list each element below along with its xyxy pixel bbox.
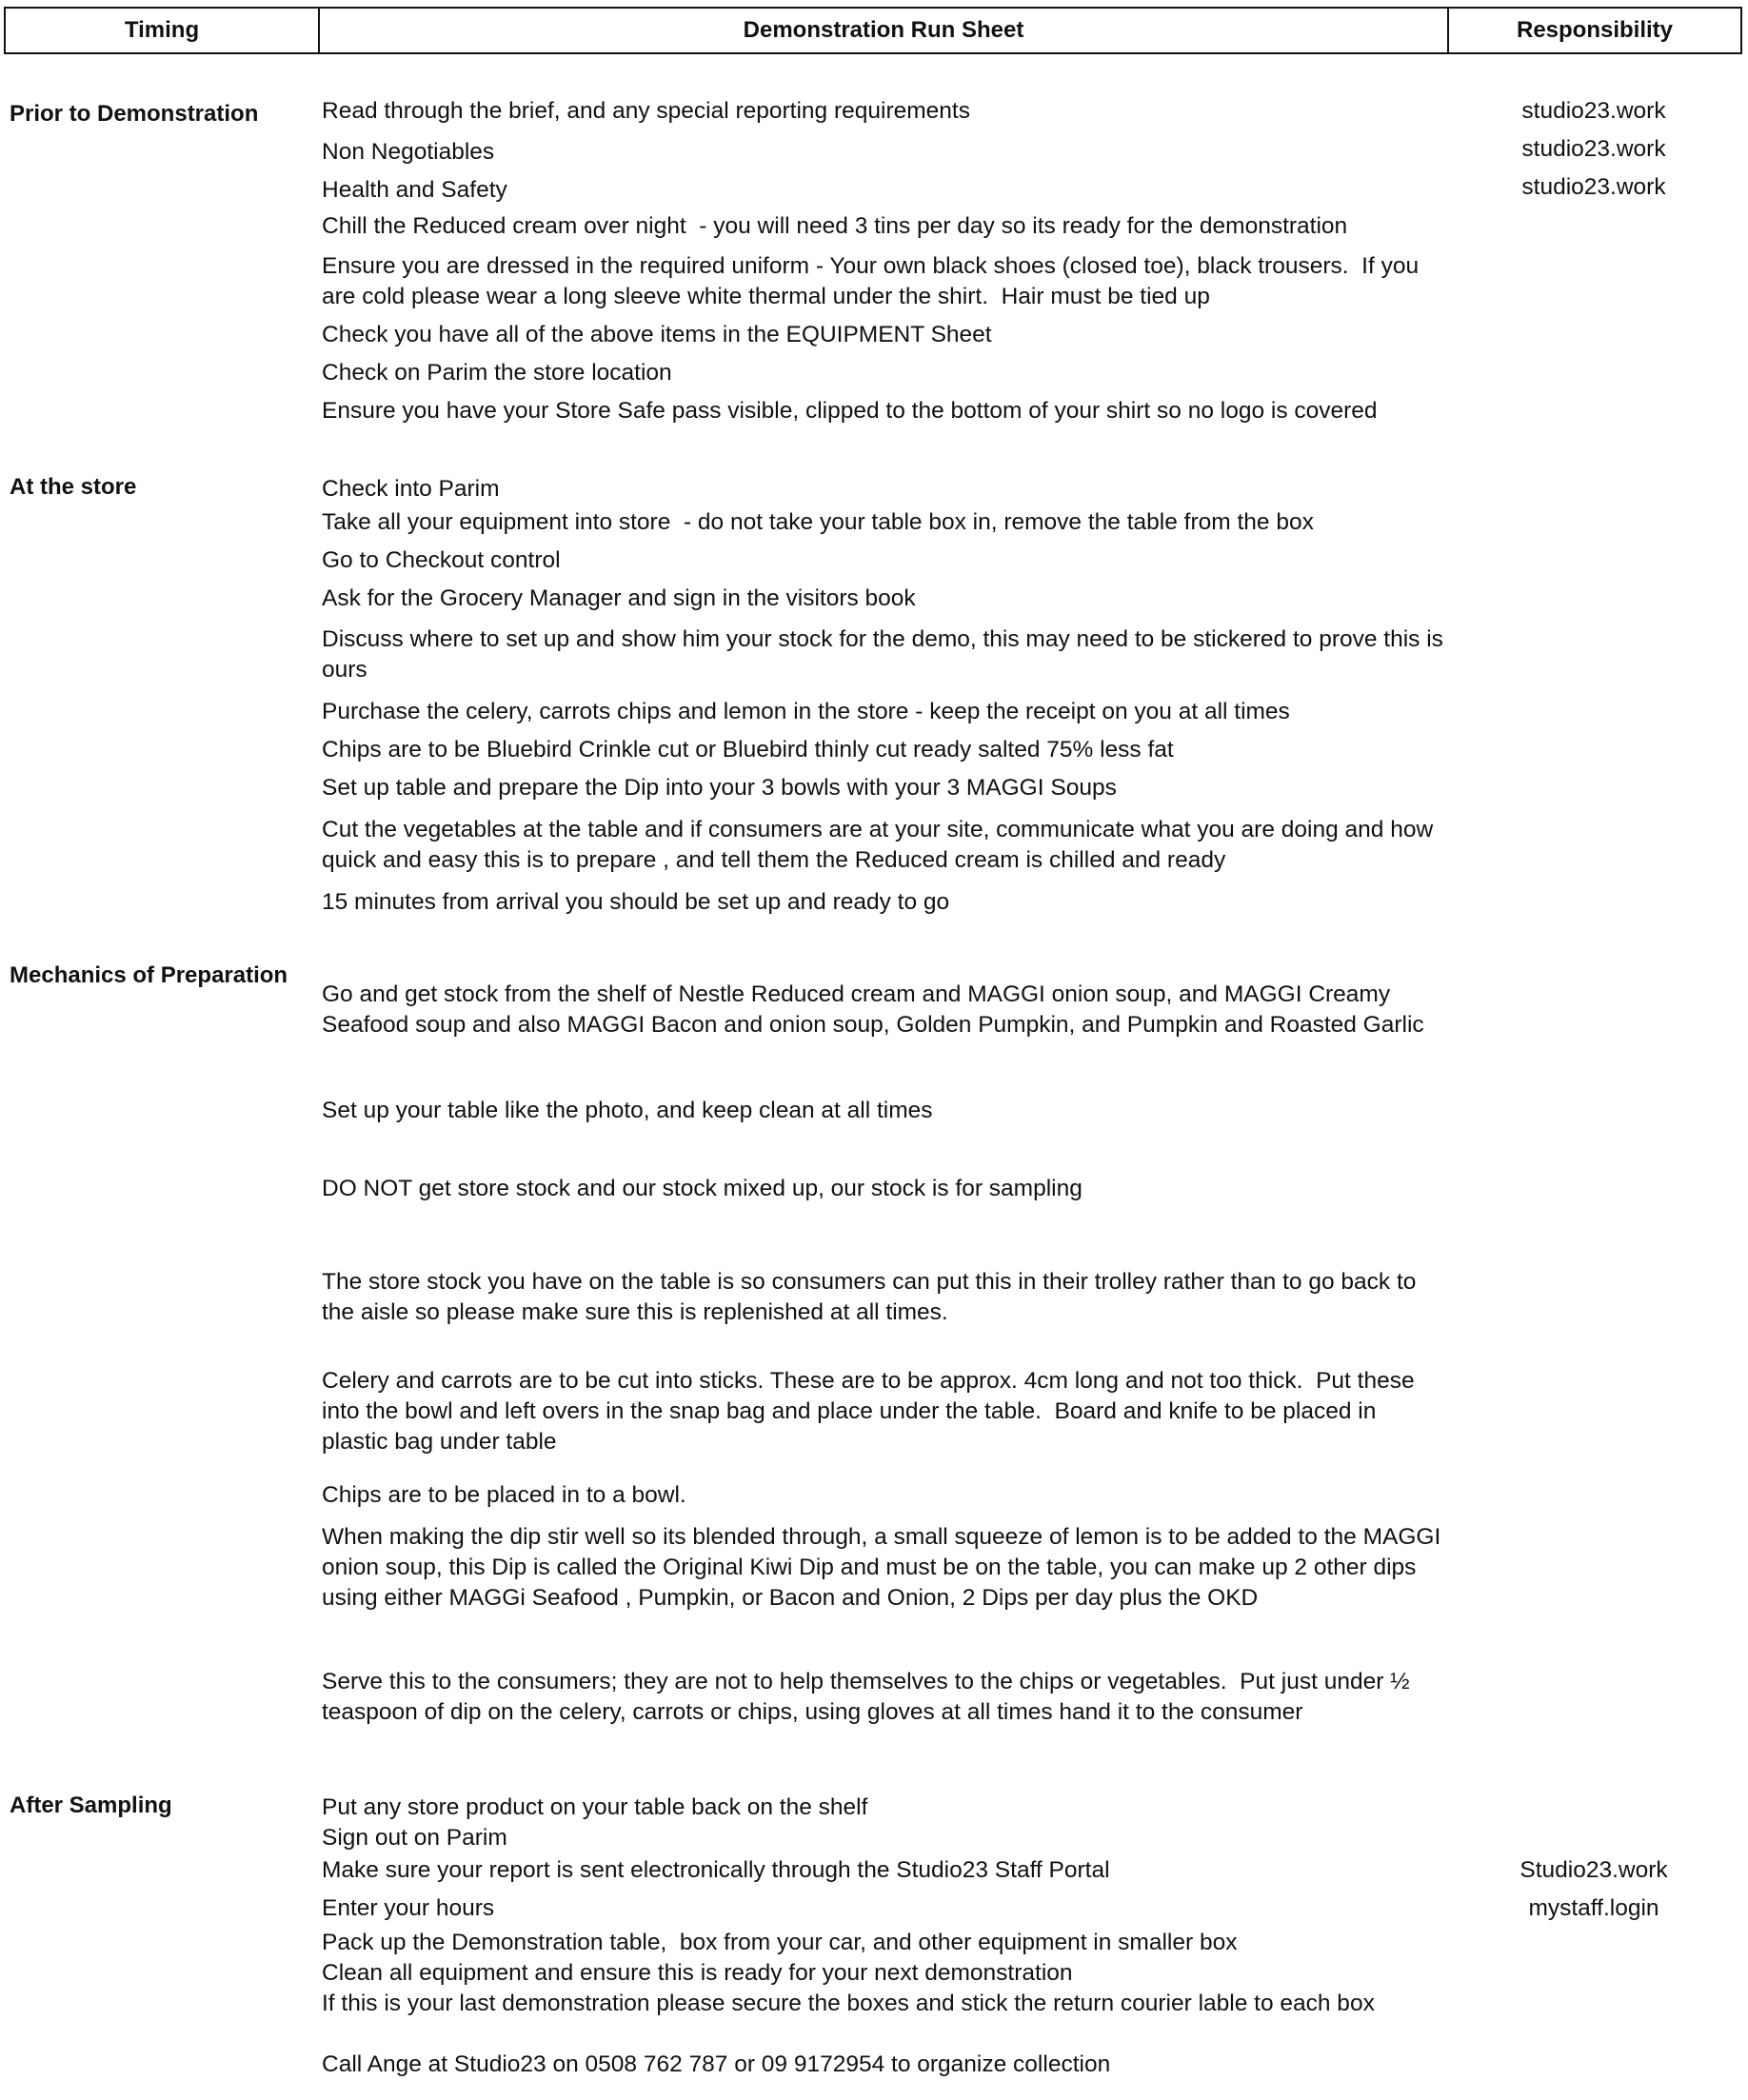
list-item: Discuss where to set up and show him your stock for the demo, this may need to be stickered to prove this is ours [322, 626, 1450, 683]
responsibility-value: studio23.work [1521, 98, 1666, 124]
list-item: Take all your equipment into store - do not take your table box in, remove the table from the box [322, 509, 1314, 535]
list-item: If this is your last demonstration please secure the boxes and stick the return courier lable to each box [322, 1991, 1375, 2016]
section-title: Mechanics of Preparation [10, 962, 288, 988]
list-item: Non Negotiables [322, 139, 495, 165]
list-item: Check you have all of the above items in the EQUIPMENT Sheet [322, 322, 992, 347]
header-responsibility: Responsibility [1516, 17, 1674, 43]
list-item: 15 minutes from arrival you should be set up and ready to go [322, 889, 950, 915]
responsibility-value: studio23.work [1521, 174, 1666, 200]
list-item: The store stock you have on the table is so consumers can put this in their trolley rather than to go back to the aisle so please make sure this is replenished at all times. [322, 1269, 1423, 1325]
list-item: Purchase the celery, carrots chips and lemon in the store - keep the receipt on you at all times [322, 699, 1290, 724]
list-item: Sign out on Parim [322, 1825, 507, 1851]
list-item: Health and Safety [322, 177, 507, 203]
list-item: Chill the Reduced cream over night - you will need 3 tins per day so its ready for the demonstration [322, 213, 1348, 239]
table-header [4, 7, 1742, 54]
list-item: Call Ange at Studio23 on 0508 762 787 or 09 9172954 to organize collection [322, 2051, 1111, 2077]
list-item: Ensure you are dressed in the required uniform - Your own black shoes (closed toe), black trousers. If you are cold please wear a long sleeve white thermal under the shirt. Hair must be tied up [322, 253, 1425, 309]
list-item: Celery and carrots are to be cut into sticks. These are to be approx. 4cm long and not too thick. Put these into the bowl and left overs in the snap bag and place under the table. Board and knife to be placed in plastic bag under table [322, 1368, 1421, 1455]
list-item: Read through the brief, and any special reporting requirements [322, 98, 970, 124]
list-item: When making the dip stir well so its blended through, a small squeeze of lemon is to be added to the MAGGI onion soup, this Dip is called the Original Kiwi Dip and must be on the table, you can make up 2 other dips using either MAGGi Seafood , Pumpkin, or Bacon and Onion, 2 Dips per day plus the OKD [322, 1524, 1448, 1611]
responsibility-value: Studio23.work [1520, 1857, 1668, 1883]
section-title: Prior to Demonstration [10, 101, 259, 127]
list-item: Go and get stock from the shelf of Nestle Reduced cream and MAGGI onion soup, and MAGGI Creamy Seafood soup and also MAGGI Bacon and onion soup, Golden Pumpkin, and Pumpkin and Roasted Garlic [322, 981, 1424, 1038]
list-item: Check into Parim [322, 476, 500, 502]
list-item: Enter your hours [322, 1895, 495, 1921]
section-title: At the store [10, 474, 137, 500]
responsibility-value: mystaff.login [1528, 1895, 1659, 1921]
list-item: Ensure you have your Store Safe pass visible, clipped to the bottom of your shirt so no logo is covered [322, 398, 1378, 424]
section-title: After Sampling [10, 1793, 172, 1818]
list-item: Pack up the Demonstration table, box from your car, and other equipment in smaller box [322, 1930, 1238, 1955]
list-item: Make sure your report is sent electronically through the Studio23 Staff Portal [322, 1857, 1110, 1883]
list-item: Ask for the Grocery Manager and sign in the visitors book [322, 585, 916, 611]
list-item: Set up table and prepare the Dip into your 3 bowls with your 3 MAGGI Soups [322, 775, 1117, 801]
list-item: Check on Parim the store location [322, 360, 672, 386]
header-timing: Timing [6, 9, 320, 52]
list-item: Go to Checkout control [322, 547, 561, 573]
list-item: DO NOT get store stock and our stock mixed up, our stock is for sampling [322, 1176, 1083, 1201]
list-item: Chips are to be Bluebird Crinkle cut or Bluebird thinly cut ready salted 75% less fat [322, 737, 1174, 763]
list-item: Serve this to the consumers; they are not to help themselves to the chips or vegetables. Put just under ½ teaspoon of dip on the celery, carrots or chips, using gloves at all times hand it to the consumer [322, 1669, 1417, 1725]
header-run-sheet: Demonstration Run Sheet [320, 9, 1449, 52]
list-item: Put any store product on your table back on the shelf [322, 1794, 868, 1820]
list-item: Clean all equipment and ensure this is ready for your next demonstration [322, 1960, 1073, 1986]
list-item: Cut the vegetables at the table and if consumers are at your site, communicate what you are doing and how quick and easy this is to prepare , and tell them the Reduced cream is chilled and ready [322, 817, 1440, 873]
list-item: Chips are to be placed in to a bowl. [322, 1482, 686, 1508]
list-item: Set up your table like the photo, and keep clean at all times [322, 1098, 933, 1123]
responsibility-value: studio23.work [1521, 136, 1666, 162]
